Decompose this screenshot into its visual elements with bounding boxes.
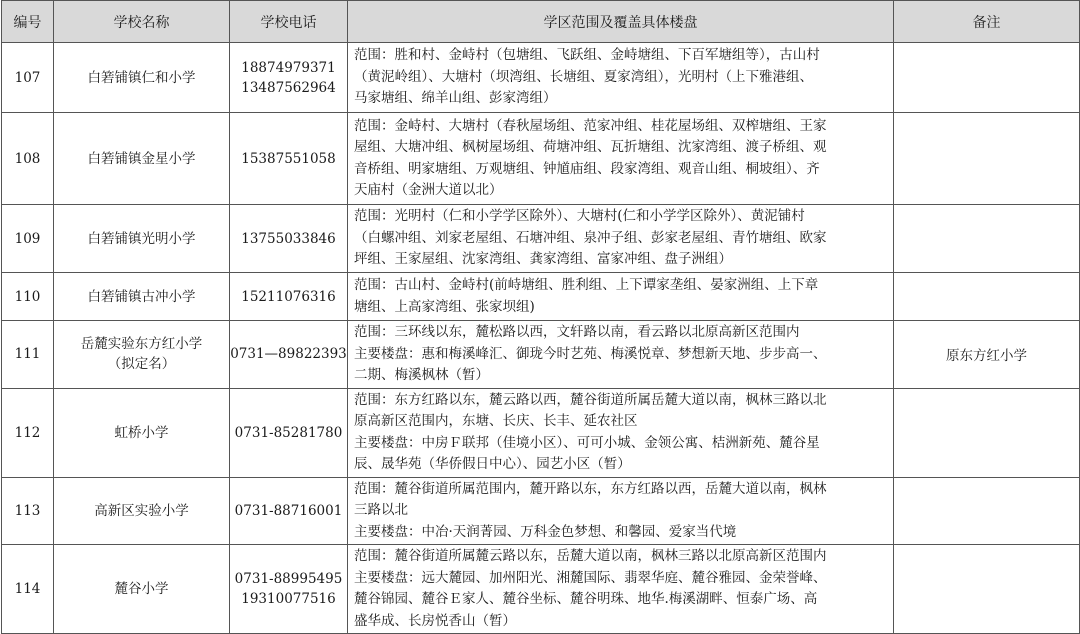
range-text-line: 屋组、大塘冲组、枫树屋场组、荷塘冲组、瓦折塘组、沈家湾组、渡子桥组、观 [354, 139, 827, 155]
header-school-phone: 学校电话 [230, 1, 348, 43]
school-name-cell [54, 321, 230, 389]
district-range-cell [348, 388, 894, 477]
phone-number: 15387551058 [241, 150, 336, 167]
table-row [2, 545, 1080, 634]
row-id-cell: 114 [2, 545, 54, 634]
range-text-line: 三路以北 [354, 502, 408, 518]
note-cell [894, 545, 1080, 634]
district-range-cell [348, 545, 894, 634]
row-id-cell: 113 [2, 477, 54, 545]
range-text-line: 辰、晟华苑（华侨假日中心）、园艺小区（暂） [354, 456, 631, 472]
school-phone-cell [230, 477, 348, 545]
range-text-line: 二期、梅溪枫林（暂） [354, 367, 489, 383]
district-range-cell [348, 113, 894, 205]
school-name-line: 白箬铺镇金星小学 [87, 150, 196, 167]
range-text-line: 音桥组、明家塘组、万观塘组、钟馗庙组、段家湾组、观音山组、桐坡组）、齐 [354, 160, 820, 177]
range-text-line: 麓谷锦园、麓谷Ｅ家人、麓谷坐标、麓谷明珠、地华.梅溪湖畔、恒泰广场、高 [354, 591, 818, 607]
phone-number: 13755033846 [241, 230, 336, 247]
header-district-range: 学区范围及覆盖具体楼盘 [348, 1, 894, 43]
school-name-line: 虹桥小学 [114, 424, 169, 441]
table-row [2, 273, 1080, 321]
range-text-line: （黄泥岭组）、大塘村（坝湾组、长塘组、夏家湾组），光明村（上下雅港组、 [354, 68, 813, 85]
row-id-cell: 112 [2, 388, 54, 477]
range-text-line: 主要楼盘：惠和梅溪峰汇、御珑今时艺苑、梅溪悦章、梦想新天地、步步高一、 [354, 345, 827, 362]
range-text-line: 盛华成、长房悦香山（暂） [354, 612, 516, 629]
table-header-row [2, 1, 1080, 43]
school-phone-cell [230, 545, 348, 634]
phone-number: 15211076316 [241, 288, 336, 305]
school-phone-cell [230, 321, 348, 389]
table-row [2, 205, 1080, 273]
table-row [2, 388, 1080, 477]
table-row [2, 477, 1080, 545]
note-cell [894, 477, 1080, 545]
school-name-cell [54, 43, 230, 113]
district-range-cell [348, 205, 894, 273]
table-row [2, 321, 1080, 389]
school-name-cell [54, 477, 230, 545]
range-text-line: 范围：麓谷街道所属范围内，麓开路以东，东方红路以西，岳麓大道以南，枫林 [354, 480, 827, 497]
range-text-line: 范围：胜和村、金峙村（包塘组、飞跃组、金峙塘组、下百军塘组等），古山村 [354, 47, 820, 64]
header-note: 备注 [894, 1, 1080, 43]
range-text-line: 主要楼盘：中冶·天润菁园、万科金色梦想、和馨园、爱家当代境 [354, 523, 737, 540]
row-id-cell: 107 [2, 43, 54, 113]
school-name-cell [54, 113, 230, 205]
note-cell [894, 43, 1080, 113]
row-id-cell: 110 [2, 273, 54, 321]
header-id: 编号 [2, 1, 54, 43]
school-name-line: 白箬铺镇仁和小学 [87, 69, 196, 86]
phone-number: 0731-85281780 [234, 424, 343, 441]
note-cell [894, 388, 1080, 477]
school-phone-cell [230, 273, 348, 321]
range-text-line: （白螺冲组、刘家老屋组、石塘冲组、泉冲子组、彭家老屋组、青竹塘组、欧家 [354, 229, 827, 246]
school-name-line: （拟定名） [107, 356, 176, 373]
school-name-cell [54, 388, 230, 477]
table-row [2, 113, 1080, 205]
row-id-cell: 108 [2, 113, 54, 205]
range-text-line: 范围：三环线以东，麓松路以西，文轩路以南，看云路以北原高新区范围内 [354, 324, 800, 340]
school-name-line: 高新区实验小学 [94, 502, 189, 519]
phone-number: 0731-88995495 [234, 571, 343, 587]
district-range-cell [348, 273, 894, 321]
district-range-cell [348, 43, 894, 113]
range-text-line: 范围：古山村、金峙村(前峙塘组、胜利组、上下谭家垄组、晏家洲组、上下章 [354, 277, 819, 293]
phone-number: 0731—89822393 [230, 346, 347, 363]
range-text-line: 原高新区范围内，东塘、长庆、长丰、延农社区 [354, 413, 638, 429]
table-row [2, 43, 1080, 113]
note-cell [894, 273, 1080, 321]
row-id-cell: 111 [2, 321, 54, 389]
school-name-line: 白箬铺镇光明小学 [87, 230, 196, 247]
school-phone-cell [230, 205, 348, 273]
school-phone-cell [230, 43, 348, 113]
school-phone-cell [230, 113, 348, 205]
table-body [2, 43, 1080, 634]
school-name-cell [54, 545, 230, 634]
phone-number: 0731-88716001 [234, 502, 343, 519]
range-text-line: 范围：光明村（仁和小学学区除外）、大塘村(仁和小学学区除外）、黄泥铺村 [354, 208, 805, 225]
district-range-cell [348, 477, 894, 545]
range-text-line: 主要楼盘：中房Ｆ联邦（佳境小区）、可可小城、金领公寓、桔洲新苑、麓谷星 [354, 434, 820, 451]
phone-number: 19310077516 [241, 591, 336, 607]
note-cell: 原东方红小学 [894, 321, 1080, 389]
school-name-line: 岳麓实验东方红小学 [80, 336, 203, 353]
school-name-cell [54, 205, 230, 273]
note-cell [894, 113, 1080, 205]
range-text-line: 范围：麓谷街道所属麓云路以东，岳麓大道以南，枫林三路以北原高新区范围内 [354, 548, 827, 564]
range-text-line: 范围：金峙村、大塘村（春秋屋场组、范家冲组、桂花屋场组、双榨塘组、王家 [354, 117, 827, 134]
range-text-line: 主要楼盘：远大麓园、加州阳光、湘麓国际、翡翠华庭、麓谷雅园、金荣誉峰、 [354, 569, 827, 586]
range-text-line: 塘组、上高家湾组、张家坝组) [354, 298, 535, 315]
note-cell [894, 205, 1080, 273]
district-range-cell [348, 321, 894, 389]
header-school-name: 学校名称 [54, 1, 230, 43]
range-text-line: 范围：东方红路以东，麓云路以西，麓谷街道所属岳麓大道以南，枫林三路以北 [354, 391, 827, 408]
school-name-cell [54, 273, 230, 321]
range-text-line: 马家塘组、绵羊山组、彭家湾组） [354, 90, 557, 107]
school-name-line: 白箬铺镇古冲小学 [87, 288, 196, 305]
range-text-line: 天庙村（金洲大道以北） [354, 182, 503, 198]
range-text-line: 坪组、王家屋组、沈家湾组、龚家湾组、富家冲组、盘子洲组） [354, 251, 732, 268]
phone-number: 13487562964 [241, 79, 336, 96]
school-district-table [1, 0, 1080, 634]
row-id-cell: 109 [2, 205, 54, 273]
school-phone-cell [230, 388, 348, 477]
phone-number: 18874979371 [241, 59, 336, 76]
school-name-line: 麓谷小学 [114, 581, 169, 597]
